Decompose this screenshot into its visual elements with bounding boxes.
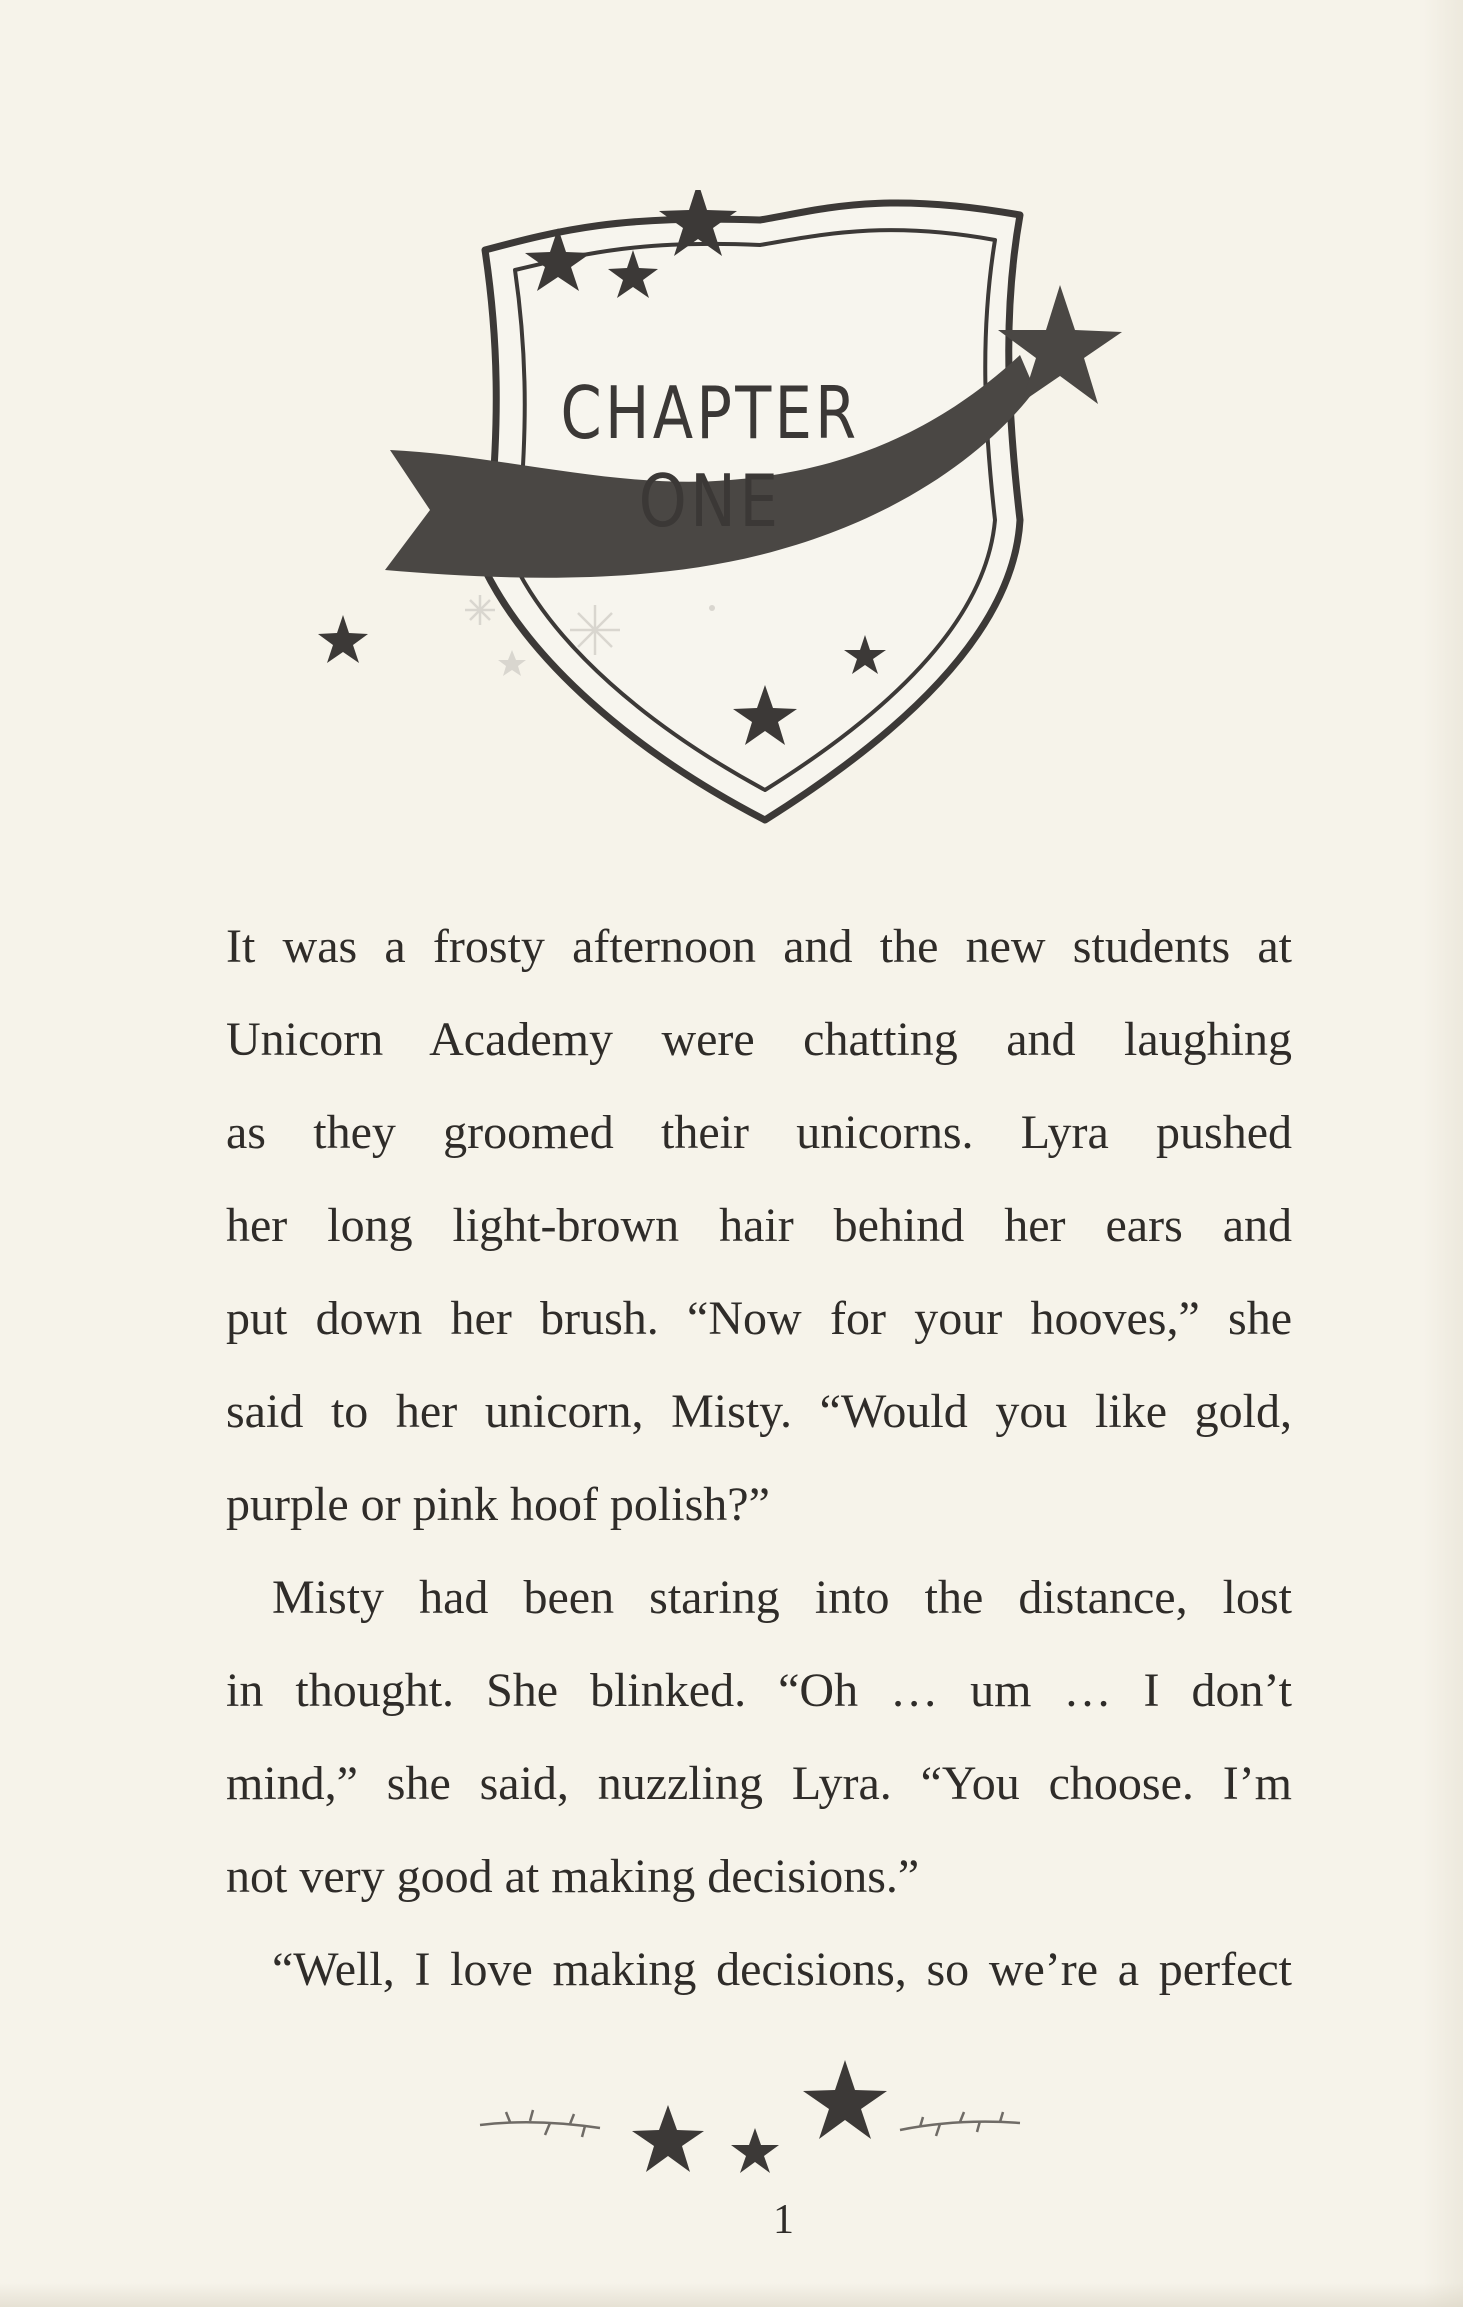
body-text — [226, 900, 1292, 2016]
sparkle-dot-icon — [709, 605, 715, 611]
text-line: “Well, I love making decisions, so we’re a perfect — [272, 1943, 1292, 1996]
text-line: purple or pink hoof polish?” — [226, 1478, 770, 1531]
text-line: Misty had been staring into the distance, lost — [272, 1571, 1292, 1624]
text-line: Unicorn Academy were chatting and laughing — [226, 1013, 1292, 1066]
text-line: mind,” she said, nuzzling Lyra. “You choose. I’m — [226, 1757, 1292, 1810]
sparkle-icon — [465, 595, 495, 625]
star-icon — [731, 2128, 779, 2173]
star-icon — [803, 2060, 887, 2139]
text-line: said to her unicorn, Misty. “Would you like gold, — [226, 1385, 1292, 1438]
page-bottom-shadow — [0, 2283, 1463, 2307]
text-line: not very good at making decisions.” — [226, 1850, 920, 1903]
text-line: put down her brush. “Now for your hooves,” she — [226, 1292, 1292, 1345]
chapter-title — [480, 370, 940, 546]
sprig-left-icon — [480, 2110, 600, 2137]
sprig-right-icon — [900, 2112, 1020, 2136]
star-icon — [318, 615, 368, 663]
text-line: It was a frosty afternoon and the new students at — [226, 920, 1292, 973]
star-sprig-ornament-icon — [470, 2050, 1030, 2180]
text-line: in thought. She blinked. “Oh … um … I don’t — [226, 1664, 1292, 1717]
star-icon — [632, 2105, 704, 2172]
star-icon — [498, 650, 526, 676]
paragraph — [226, 1923, 1292, 2016]
page-edge-shadow — [1423, 0, 1463, 2307]
chapter-title-line1: CHAPTER — [560, 371, 860, 455]
paragraph — [226, 900, 1292, 1551]
text-line: as they groomed their unicorns. Lyra pushed — [226, 1106, 1292, 1159]
footer-ornament — [470, 2050, 1030, 2180]
text-line: her long light-brown hair behind her ears and — [226, 1199, 1292, 1252]
paragraph — [226, 1551, 1292, 1923]
chapter-title-line2: ONE — [638, 459, 782, 543]
page-number: 1 — [773, 2197, 794, 2243]
